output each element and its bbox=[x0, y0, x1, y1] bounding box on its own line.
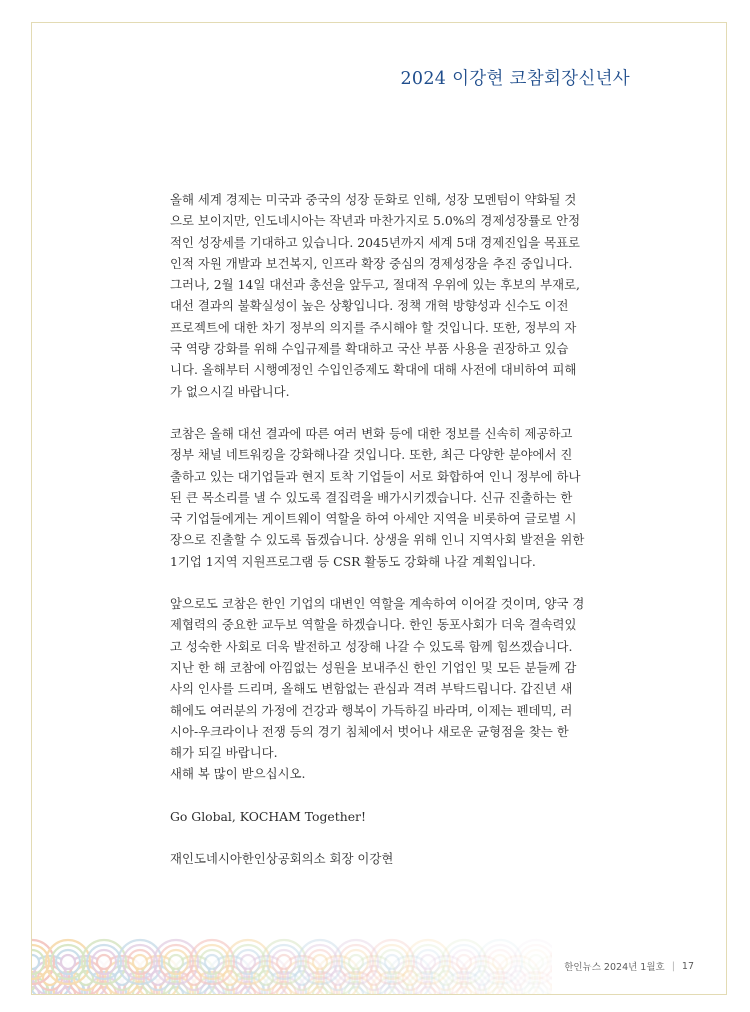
text-line: 사의 인사를 드리며, 올해도 변함없는 관심과 격려 부탁드립니다. 갑진년 새 bbox=[170, 681, 573, 697]
wave-arc bbox=[421, 955, 435, 969]
page-title: 2024 이강현 코참회장신년사 bbox=[400, 69, 630, 89]
text-line: 제협력의 중요한 교두보 역할을 하겠습니다. 한인 동포사회가 더욱 결속력있 bbox=[170, 617, 577, 633]
wave-arc bbox=[529, 955, 543, 969]
text-line: 정부 채널 네트워킹을 강화해나갈 것입니다. 또한, 최근 다양한 분야에서 진 bbox=[170, 447, 573, 463]
magazine-page bbox=[31, 22, 727, 995]
wave-arc bbox=[169, 955, 183, 969]
wave-arc bbox=[457, 955, 471, 969]
text-line: 으로 보이지만, 인도네시아는 작년과 마찬가지로 5.0%의 경제성장률로 안정 bbox=[170, 213, 581, 229]
footer-separator: | bbox=[671, 960, 675, 972]
paragraph-3 bbox=[170, 593, 625, 785]
text-line: 국 역량 강화를 위해 수입규제를 확대하고 국산 부품 사용을 권장하고 있습 bbox=[170, 341, 569, 357]
text-line: 시아-우크라이나 전쟁 등의 경기 침체에서 벗어나 새로운 균형점을 찾는 한 bbox=[170, 723, 569, 739]
signature: 재인도네시아한인상공회의소 회장 이강현 bbox=[170, 851, 394, 867]
text-line: 프로젝트에 대한 차기 정부의 의지를 주시해야 할 것입니다. 또한, 정부의 자 bbox=[170, 319, 577, 335]
text-line: 올해 세계 경제는 미국과 중국의 성장 둔화로 인해, 성장 모멘텀이 약화될 것 bbox=[170, 192, 577, 207]
text-line: 그러나, 2월 14일 대선과 총선을 앞두고, 절대적 우위에 있는 후보의 부재로, bbox=[170, 277, 580, 293]
wave-pattern-decoration bbox=[32, 924, 552, 994]
text-line: 가 없으시길 바랍니다. bbox=[170, 383, 290, 399]
page-footer bbox=[564, 959, 694, 973]
wave-arc bbox=[277, 955, 291, 969]
text-line: 대선 결과의 불확실성이 높은 상황입니다. 정책 개혁 방향성과 신수도 이전 bbox=[170, 298, 569, 314]
text-line: 해에도 여러분의 가정에 건강과 행복이 가득하길 바라며, 이제는 펜데믹, 러 bbox=[170, 702, 573, 718]
text-line: 적인 성장세를 기대하고 있습니다. 2045년까지 세계 5대 경제진입을 목표로 bbox=[170, 234, 581, 250]
wave-arc bbox=[313, 955, 327, 969]
text-line: 니다. 올해부터 시행예정인 수입인증제도 확대에 대해 사전에 대비하여 피해 bbox=[170, 362, 577, 378]
text-line: 인적 자원 개발과 보건복지, 인프라 확장 중심의 경제성장을 추진 중입니다. bbox=[170, 255, 573, 271]
paragraph-2 bbox=[170, 423, 625, 572]
text-line: 새해 복 많이 받으십시오. bbox=[170, 766, 306, 782]
wave-arc bbox=[97, 955, 111, 969]
text-line: 앞으로도 코참은 한인 기업의 대변인 역할을 계속하여 이어갈 것이며, 양국 경 bbox=[170, 596, 585, 612]
text-line: 된 큰 목소리를 낼 수 있도록 결집력을 배가시키겠습니다. 신규 진출하는 한 bbox=[170, 489, 573, 505]
wave-arc bbox=[32, 955, 39, 969]
letter-body bbox=[170, 189, 625, 869]
paragraph-1 bbox=[170, 189, 625, 402]
text-line: 1기업 1지역 지원프로그램 등 CSR 활동도 강화해 나갈 계획입니다. bbox=[170, 553, 536, 569]
text-line: 장으로 진출할 수 있도록 돕겠습니다. 상생을 위해 인니 지역사회 발전을 위한 bbox=[170, 532, 585, 548]
text-line: 출하고 있는 대기업들과 현지 토착 기업들이 서로 화합하여 인니 정부에 하나 bbox=[170, 468, 581, 484]
wave-arc bbox=[385, 955, 399, 969]
slogan: Go Global, KOCHAM Together! bbox=[170, 808, 366, 824]
publication-name: 한인뉴스 2024년 1월호 bbox=[564, 962, 665, 973]
wave-arc bbox=[241, 955, 255, 969]
text-line: 고 성숙한 사회로 더욱 발전하고 성장해 나갈 수 있도록 함께 힘쓰겠습니다. bbox=[170, 638, 573, 654]
wave-arc bbox=[349, 955, 363, 969]
wave-arc bbox=[493, 955, 507, 969]
text-line: 해가 되길 바랍니다. bbox=[170, 745, 278, 761]
text-line: 코참은 올해 대선 결과에 따른 여러 변화 등에 대한 정보를 신속히 제공하고 bbox=[170, 425, 573, 441]
wave-arc bbox=[61, 955, 75, 969]
page-number: 17 bbox=[681, 960, 694, 972]
text-line: 지난 한 해 코참에 아낌없는 성원을 보내주신 한인 기업인 및 모든 분들께 감 bbox=[170, 659, 577, 675]
text-line: 국 기업들에게는 게이트웨이 역할을 하여 아세안 지역을 비롯하여 글로벌 시 bbox=[170, 511, 577, 527]
wave-arc bbox=[133, 955, 147, 969]
wave-arc bbox=[205, 955, 219, 969]
